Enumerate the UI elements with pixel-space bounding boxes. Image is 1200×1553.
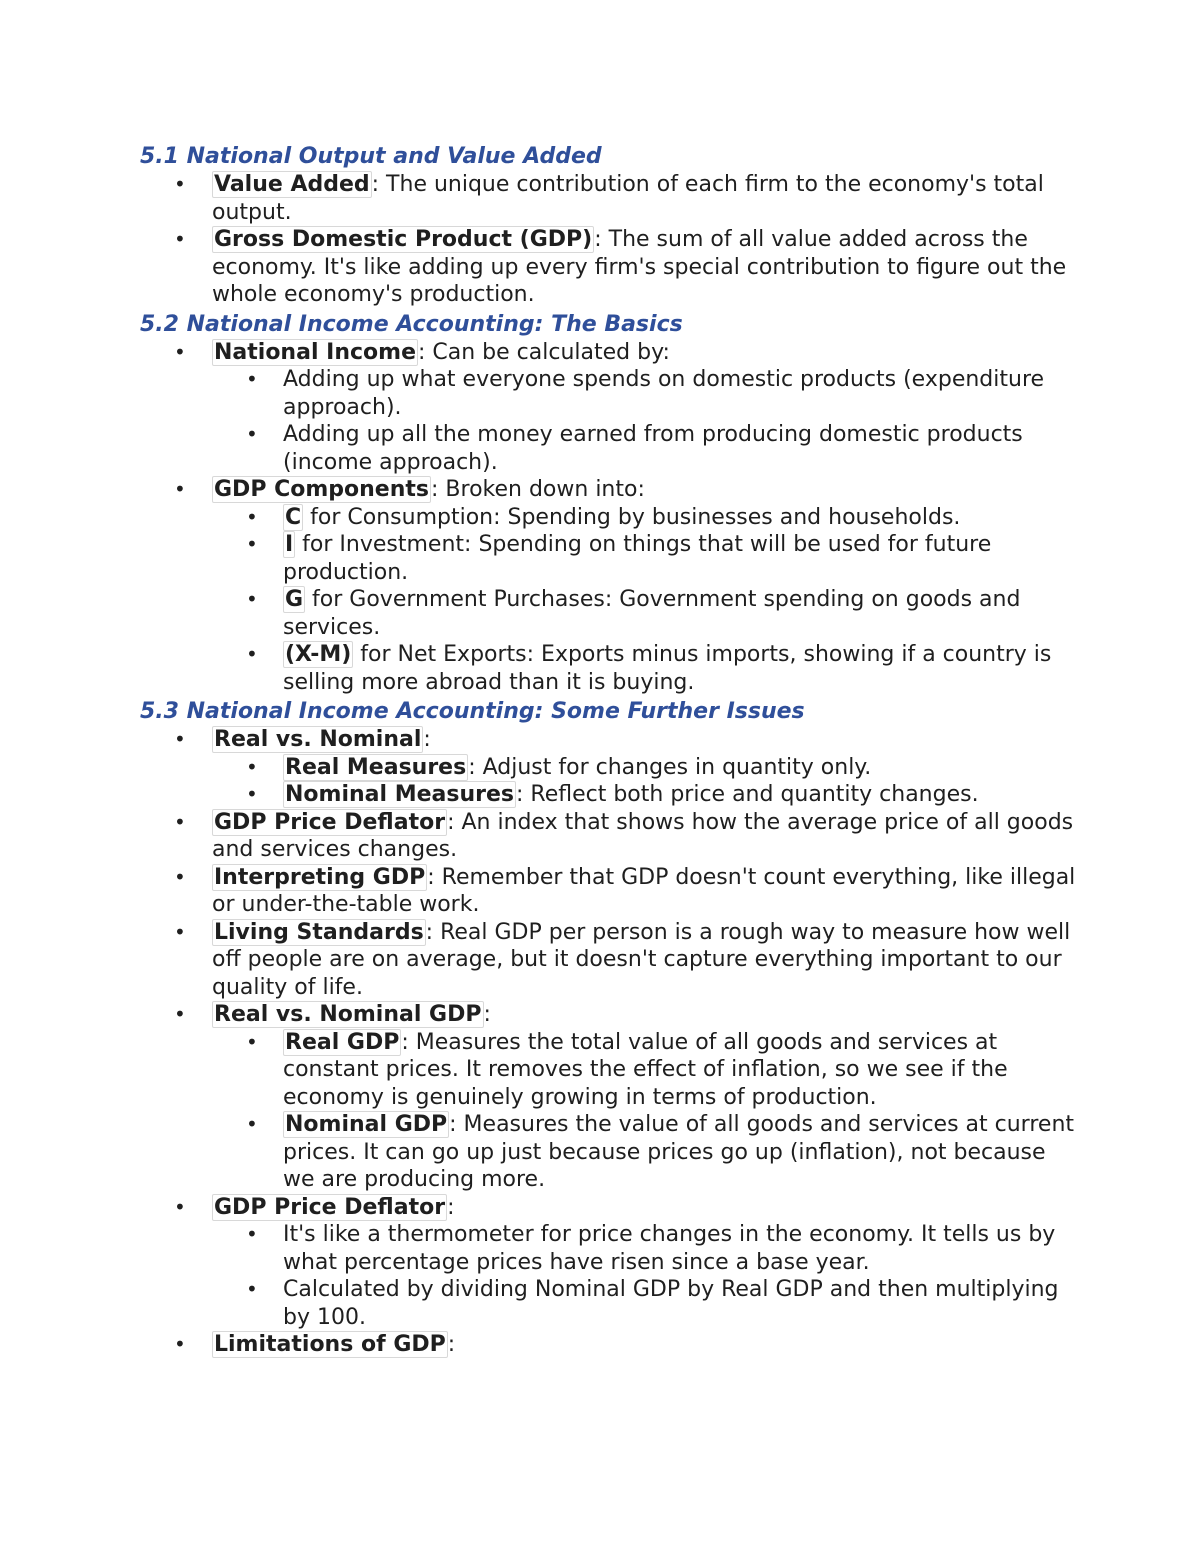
definition: :: [483, 1002, 491, 1027]
section-heading: 5.1 National Output and Value Added: [140, 144, 602, 169]
term: G: [285, 587, 304, 612]
sub-list-item: [212, 1029, 1080, 1112]
sub-list-item: [212, 421, 1080, 476]
sub-list-item: [212, 641, 1080, 696]
sub-list-item: [212, 366, 1080, 421]
term: Living Standards: [214, 919, 424, 945]
sub-item-text: for Government Purchases: Government spending on goods and services.: [283, 587, 1021, 640]
term: Nominal Measures: [285, 782, 514, 807]
term: Value Added: [214, 172, 370, 197]
definition: : An index that shows how the average price of all goods and services changes.: [212, 809, 1074, 862]
definition: : The sum of all value added across the economy. It's like adding up every firm's special contribution to figure out the whole economy's production.: [212, 227, 1067, 307]
term: Limitations of GDP: [214, 1332, 446, 1357]
list-item: [140, 1331, 1080, 1359]
term: National Income: [214, 339, 416, 365]
list-item: [140, 1194, 1080, 1332]
bullet-list: [140, 171, 1080, 309]
term: Real GDP: [285, 1029, 400, 1055]
definition: :: [447, 1332, 456, 1357]
list-item: [140, 809, 1080, 864]
sub-bullet-list: [212, 504, 1080, 697]
sub-item-text: : Adjust for changes in quantity only.: [468, 754, 872, 780]
list-item: [140, 1001, 1080, 1194]
term: (X-M): [285, 642, 352, 667]
sub-item-text: : Measures the total value of all goods and services at constant prices. It removes the effect of inflation, so we see if the economy is genuinely growing in terms of production.: [283, 1029, 1008, 1110]
term: C: [285, 504, 302, 530]
list-item: [140, 171, 1080, 226]
sub-list-item: [212, 504, 1080, 532]
definition: : The unique contribution of each firm to the economy's total output.: [212, 172, 1044, 225]
sub-item-text: for Investment: Spending on things that will be used for future production.: [283, 532, 992, 585]
section-heading: 5.3 National Income Accounting: Some Further Issues: [140, 699, 805, 724]
sub-item-text: Calculated by dividing Nominal GDP by Real GDP and then multiplying by 100.: [283, 1277, 1059, 1330]
sub-list-item: [212, 754, 1080, 782]
sub-bullet-list: [212, 754, 1080, 809]
list-item: [140, 476, 1080, 696]
sub-item-text: : Reflect both price and quantity changes.: [515, 782, 979, 807]
term: Interpreting GDP: [214, 864, 426, 890]
term: GDP Price Deflator: [214, 809, 446, 835]
term: GDP Components: [214, 477, 430, 502]
bullet-list: [140, 339, 1080, 697]
sub-bullet-list: [212, 366, 1080, 476]
term: Real Measures: [285, 754, 467, 780]
definition: :: [447, 1194, 455, 1220]
document-page: [140, 141, 1080, 1359]
term: GDP Price Deflator: [214, 1194, 446, 1220]
term: Real vs. Nominal GDP: [214, 1002, 482, 1027]
definition: :: [423, 727, 431, 752]
sub-item-text: for Consumption: Spending by businesses and households.: [303, 504, 961, 530]
sub-list-item: [212, 1276, 1080, 1331]
definition: : Can be calculated by:: [418, 339, 670, 365]
list-item: [140, 339, 1080, 477]
sub-list-item: [212, 781, 1080, 809]
sub-bullet-list: [212, 1029, 1080, 1194]
sub-item-text: for Net Exports: Exports minus imports, showing if a country is selling more abroad than it is buying.: [283, 642, 1052, 695]
sub-item-text: Adding up what everyone spends on domestic products (expenditure approach).: [283, 367, 1045, 420]
sub-item-text: It's like a thermometer for price changes in the economy. It tells us by what percentage prices have risen since a base year.: [283, 1222, 1056, 1275]
list-item: [140, 226, 1080, 309]
list-item: [140, 726, 1080, 809]
section-heading: 5.2 National Income Accounting: The Basics: [140, 311, 683, 337]
sub-list-item: [212, 1111, 1080, 1194]
definition: : Remember that GDP doesn't count everything, like illegal or under-the-table work.: [212, 864, 1076, 917]
bullet-list: [140, 726, 1080, 1359]
term: Nominal GDP: [285, 1112, 448, 1137]
sub-bullet-list: [212, 1221, 1080, 1331]
definition: : Real GDP per person is a rough way to measure how well off people are on average, but it doesn't capture everything important to our quality of life.: [212, 919, 1071, 1000]
term: I: [285, 532, 294, 557]
sub-list-item: [212, 586, 1080, 641]
sub-list-item: [212, 1221, 1080, 1276]
list-item: [140, 864, 1080, 919]
definition: : Broken down into:: [431, 477, 645, 502]
sub-list-item: [212, 531, 1080, 586]
sub-item-text: : Measures the value of all goods and services at current prices. It can go up just because prices go up (inflation), not because we are producing more.: [283, 1112, 1075, 1192]
sub-item-text: Adding up all the money earned from producing domestic products (income approach).: [283, 422, 1023, 475]
term: Real vs. Nominal: [214, 727, 422, 752]
term: Gross Domestic Product (GDP): [214, 227, 593, 252]
list-item: [140, 919, 1080, 1002]
